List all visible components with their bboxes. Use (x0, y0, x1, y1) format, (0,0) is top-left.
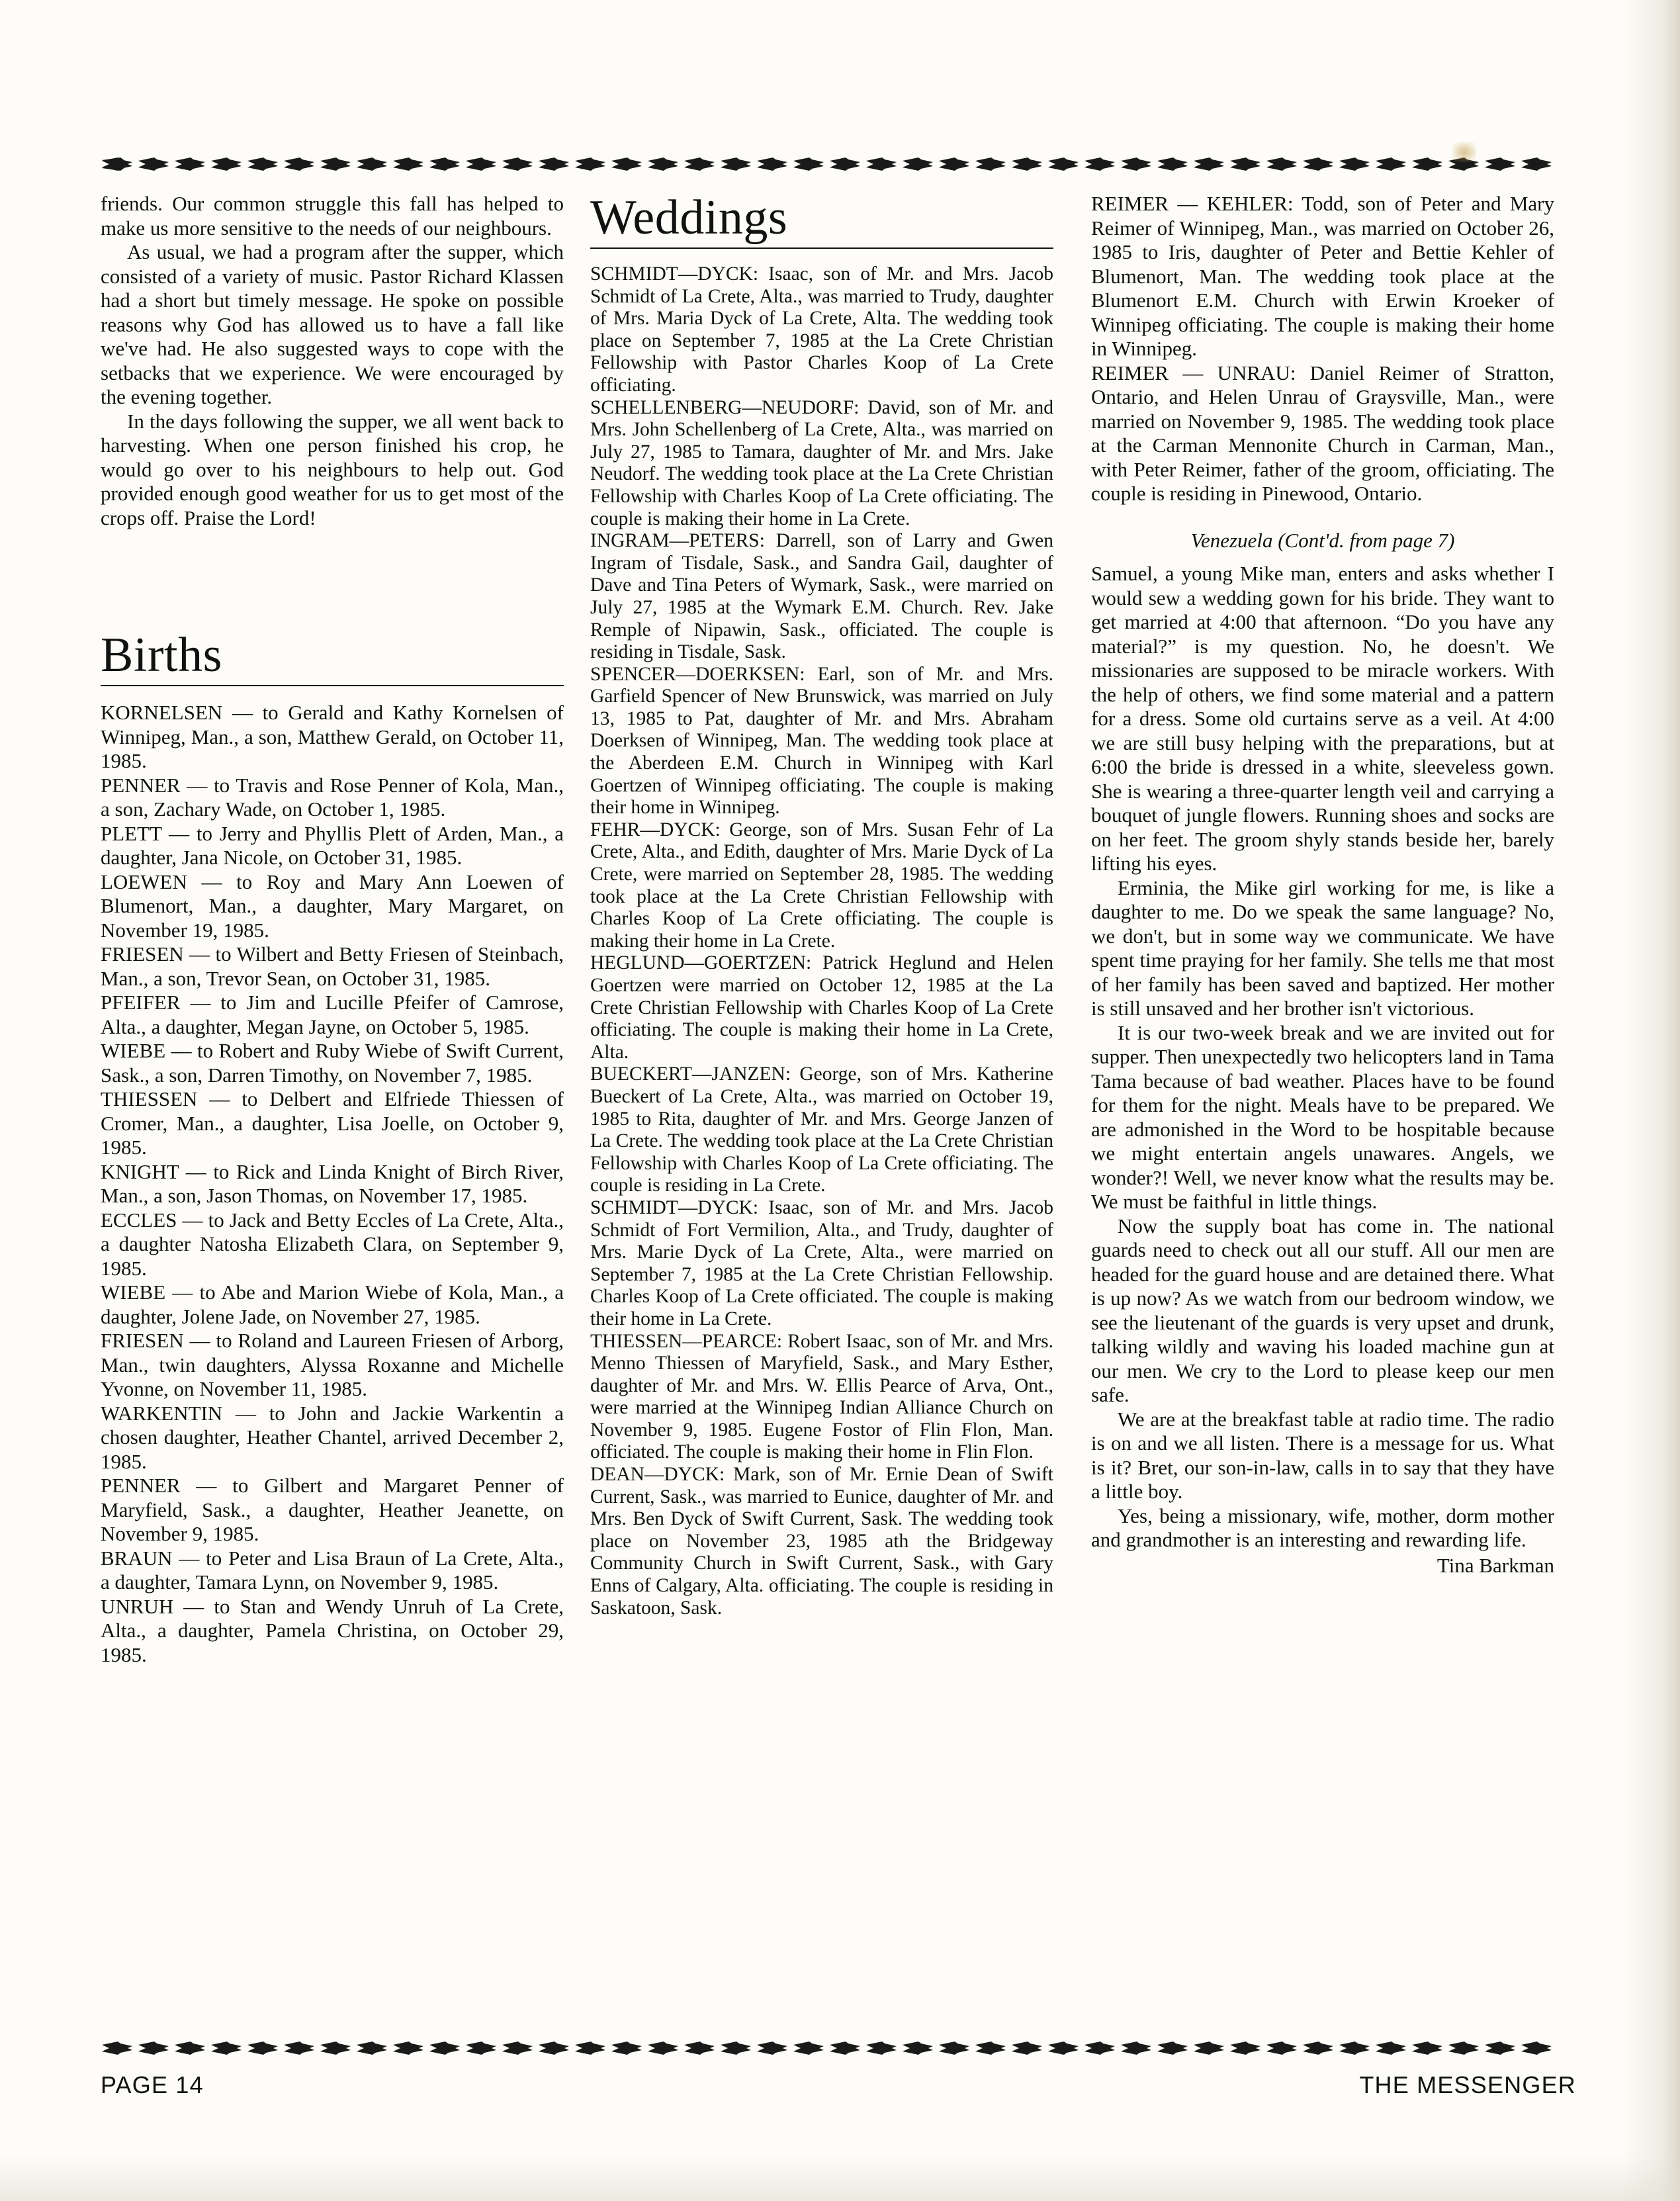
paper-edge-shading-bottom (0, 2155, 1680, 2201)
continued-heading: Venezuela (Cont'd. from page 7) (1190, 528, 1455, 552)
heading-rule (101, 685, 564, 686)
birth-entry: PFEIFER — to Jim and Lucille Pfeifer of Camrose, Alta., a daughter, Megan Jayne, on October 5, 1985. (101, 991, 564, 1038)
birth-entry: PLETT — to Jerry and Phyllis Plett of Arden, Man., a daughter, Jana Nicole, on October 31, 1985. (101, 821, 564, 869)
paragraph: Samuel, a young Mike man, enters and asks whether I would sew a wedding gown for his bride. They want to get married at 4:00 that afternoon. “Do you have any material?” is my question. No, he doesn't. We missionaries are supposed to be miracle workers. With the help of others, we find some material and a pattern for a dress. Some old curtains serve as a veil. At 4:00 we are still busy helping with the preparations, but at 6:00 the bride is dressed in a white, sleeveless gown. She is wearing a three-quarter length veil and carrying a bouquet of jungle flowers. Running shoes and socks are on her feet. The groom shyly stands beside her, barely lifting his eyes. (1091, 562, 1554, 875)
section-heading-births: Births (101, 628, 222, 682)
birth-entry: KORNELSEN — to Gerald and Kathy Kornelsen of Winnipeg, Man., a son, Matthew Gerald, on October 11, 1985. (101, 701, 564, 772)
paragraph: Now the supply boat has come in. The national guards need to check out all our stuff. All our men are headed for the guard house and are detained there. What is up now? As we watch from our bedroom window, we see the lieutenant of the guards is very upset and drunk, talking wildly and waving his loaded machine gun at our men. We cry to the Lord to please keep our men safe. (1091, 1214, 1554, 1406)
section-heading-weddings: Weddings (590, 191, 788, 245)
wedding-entry: THIESSEN—PEARCE: Robert Isaac, son of Mr. and Mrs. Menno Thiessen of Maryfield, Sask., and Mary Esther, daughter of Mr. and Mrs. W. Ellis Pearce of Arva, Ont., were married at the Winnipeg Indian Alliance Church on November 9, 1985. Eugene Fostor of Flin Flon, Man. officiated. The couple is making their home in Flin Flon. (590, 1330, 1053, 1463)
birth-entry: WIEBE — to Abe and Marion Wiebe of Kola, Man., a daughter, Jolene Jade, on November 27, 1985. (101, 1280, 564, 1328)
paragraph: Yes, being a missionary, wife, mother, dorm mother and grandmother is an interesting and rewarding life. (1091, 1504, 1554, 1551)
birth-entry: ECCLES — to Jack and Betty Eccles of La Crete, Alta., a daughter Natosha Elizabeth Clara, on September 9, 1985. (101, 1208, 564, 1280)
paragraph: We are at the breakfast table at radio time. The radio is on and we all listen. There is a message for us. What is it? Bret, our son-in-law, calls in to say that they have a little boy. (1091, 1407, 1554, 1503)
wedding-entry: INGRAM—PETERS: Darrell, son of Larry and Gwen Ingram of Tisdale, Sask., and Sandra Gail, daughter of Dave and Tina Peters of Wymark, Sask., were married on July 27, 1985 at the Wymark E.M. Church. Rev. Jake Remple of Nipawin, Sask., officiated. The couple is residing in Tisdale, Sask. (590, 530, 1053, 663)
birth-entry: THIESSEN — to Delbert and Elfriede Thiessen of Cromer, Man., a daughter, Lisa Joelle, on October 9, 1985. (101, 1087, 564, 1159)
paragraph: It is our two-week break and we are invited out for supper. Then unexpectedly two helicopters land in Tama Tama because of bad weather. Places have to be found for them for the night. Meals have to be prepared. We are admonished in the Word to be hospitable because we might entertain angels unawares. Angels, we wonder?! Well, we never know what the results may be. We must be faithful in little things. (1091, 1020, 1554, 1213)
wedding-entry: HEGLUND—GOERTZEN: Patrick Heglund and Helen Goertzen were married on October 12, 1985 at the La Crete Christian Fellowship with Charles Koop of La Crete officiating. The couple is making their home in La Crete, Alta. (590, 952, 1053, 1063)
birth-entry: BRAUN — to Peter and Lisa Braun of La Crete, Alta., a daughter, Tamara Lynn, on November 9, 1985. (101, 1546, 564, 1594)
author-signature: Tina Barkman (1437, 1553, 1554, 1577)
wedding-entry: SCHMIDT—DYCK: Isaac, son of Mr. and Mrs. Jacob Schmidt of La Crete, Alta., was married to Trudy, daughter of Mrs. Maria Dyck of La Crete, Alta. The wedding took place on September 7, 1985 at the La Crete Christian Fellowship with Pastor Charles Koop of La Crete officiating. (590, 263, 1053, 396)
heading-rule (590, 247, 1053, 249)
paragraph: friends. Our common struggle this fall has helped to make us more sensitive to the needs of our neighbours. (101, 192, 564, 240)
birth-entry: WARKENTIN — to John and Jackie Warkentin a chosen daughter, Heather Chantel, arrived December 2, 1985. (101, 1401, 564, 1473)
wedding-entry: SCHMIDT—DYCK: Isaac, son of Mr. and Mrs. Jacob Schmidt of Fort Vermilion, Alta., and Trudy, daughter of Mrs. Marie Dyck of La Crete, Alta., were married on September 7, 1985 at the La Crete Christian Fellowship. Charles Koop of La Crete officiated. The couple is making their home in La Crete. (590, 1196, 1053, 1329)
birth-entry: PENNER — to Travis and Rose Penner of Kola, Man., a son, Zachary Wade, on October 1, 1985. (101, 773, 564, 821)
wedding-entry: REIMER — UNRAU: Daniel Reimer of Stratton, Ontario, and Helen Unrau of Graysville, Man., were married on November 9, 1985. The wedding took place at the Carman Mennonite Church in Carman, Man., with Peter Reimer, father of the groom, officiating. The couple is residing in Pinewood, Ontario. (1091, 361, 1554, 505)
birth-entry: LOEWEN — to Roy and Mary Ann Loewen of Blumenort, Man., a daughter, Mary Margaret, on November 19, 1985. (101, 870, 564, 942)
birth-entry: FRIESEN — to Wilbert and Betty Friesen of Steinbach, Man., a son, Trevor Sean, on October 31, 1985. (101, 942, 564, 990)
ornamental-rule-top (101, 156, 1576, 173)
birth-entry: PENNER — to Gilbert and Margaret Penner of Maryfield, Sask., a daughter, Heather Jeanette, on November 9, 1985. (101, 1474, 564, 1545)
birth-entry: FRIESEN — to Roland and Laureen Friesen of Arborg, Man., twin daughters, Alyssa Roxanne and Michelle Yvonne, on November 11, 1985. (101, 1329, 564, 1400)
birth-entry: WIEBE — to Robert and Ruby Wiebe of Swift Current, Sask., a son, Darren Timothy, on November 7, 1985. (101, 1039, 564, 1087)
paper-edge-shading-right (1620, 0, 1680, 2201)
wedding-entry: DEAN—DYCK: Mark, son of Mr. Ernie Dean of Swift Current, Sask., was married to Eunice, daughter of Mr. and Mrs. Ben Dyck of Swift Current, Sask. The wedding took place on November 23, 1985 ath the Bridgeway Community Church in Swift Current, Sask., with Gary Enns of Calgary, Alta. officiating. The couple is residing in Saskatoon, Sask. (590, 1464, 1053, 1619)
paragraph: As usual, we had a program after the supper, which consisted of a variety of music. Pastor Richard Klassen had a short but timely message. He spoke on possible reasons why God has allowed us to have a fall like we've had. He also suggested ways to cope with the setbacks that we experience. We were encouraged by the evening together. (101, 240, 564, 408)
publication-name: THE MESSENGER (1359, 2071, 1576, 2098)
wedding-entry: SPENCER—DOERKSEN: Earl, son of Mr. and Mrs. Garfield Spencer of New Brunswick, was married on July 13, 1985 to Pat, daughter of Mr. and Mrs. Abraham Doerksen of Winnipeg, Man. The wedding took place at the Aberdeen E.M. Church in Winnipeg with Karl Goertzen of Winnipeg officiating. The couple is making their home in Winnipeg. (590, 663, 1053, 819)
section-spacer (101, 530, 564, 629)
wedding-entry: BUECKERT—JANZEN: George, son of Mrs. Katherine Bueckert of La Crete, Alta., was married on October 19, 1985 to Rita, daughter of Mr. and Mrs. George Janzen of La Crete. The wedding took place at the La Crete Christian Fellowship with Charles Koop of La Crete officiating. The couple is residing in La Crete. (590, 1063, 1053, 1196)
paragraph: In the days following the supper, we all went back to harvesting. When one person finished his crop, he would go over to his neighbours to help out. God provided enough good weather for us to get most of the crops off. Praise the Lord! (101, 409, 564, 529)
article-columns (101, 192, 1576, 2018)
birth-entry: UNRUH — to Stan and Wendy Unruh of La Crete, Alta., a daughter, Pamela Christina, on October 29, 1985. (101, 1594, 564, 1666)
page-footer (101, 2071, 1576, 2099)
column-right (1091, 192, 1554, 1578)
column-middle (590, 192, 1053, 1619)
column-left (101, 192, 564, 1667)
wedding-entry: FEHR—DYCK: George, son of Mrs. Susan Fehr of La Crete, Alta., and Edith, daughter of Mrs. Marie Dyck of La Crete, were married on September 28, 1985. The wedding took place at the La Crete Christian Fellowship with Charles Koop of La Crete officiating. The couple is making their home in La Crete. (590, 819, 1053, 952)
birth-entry: KNIGHT — to Rick and Linda Knight of Birch River, Man., a son, Jason Thomas, on November 17, 1985. (101, 1159, 564, 1207)
page-number: PAGE 14 (101, 2071, 204, 2098)
wedding-entry: REIMER — KEHLER: Todd, son of Peter and Mary Reimer of Winnipeg, Man., was married on October 26, 1985 to Iris, daughter of Peter and Bettie Kehler of Blumenort, Man. The wedding took place at the Blumenort E.M. Church with Erwin Kroeker of Winnipeg officiating. The couple is making their home in Winnipeg. (1091, 192, 1554, 360)
ornamental-rule-bottom (101, 2040, 1576, 2057)
paragraph: Erminia, the Mike girl working for me, is like a daughter to me. Do we speak the same language? No, we don't, but in some way we communicate. We have spent time praying for her family. She tells me that most of her family has been saved and baptized. Her mother is still unsaved and her brother isn't victorious. (1091, 876, 1554, 1020)
wedding-entry: SCHELLENBERG—NEUDORF: David, son of Mr. and Mrs. John Schellenberg of La Crete, Alta., was married on July 27, 1985 to Tamara, daughter of Mr. and Mrs. Jake Neudorf. The wedding took place at the La Crete Christian Fellowship with Charles Koop of La Crete officiating. The couple is making their home in La Crete. (590, 396, 1053, 529)
